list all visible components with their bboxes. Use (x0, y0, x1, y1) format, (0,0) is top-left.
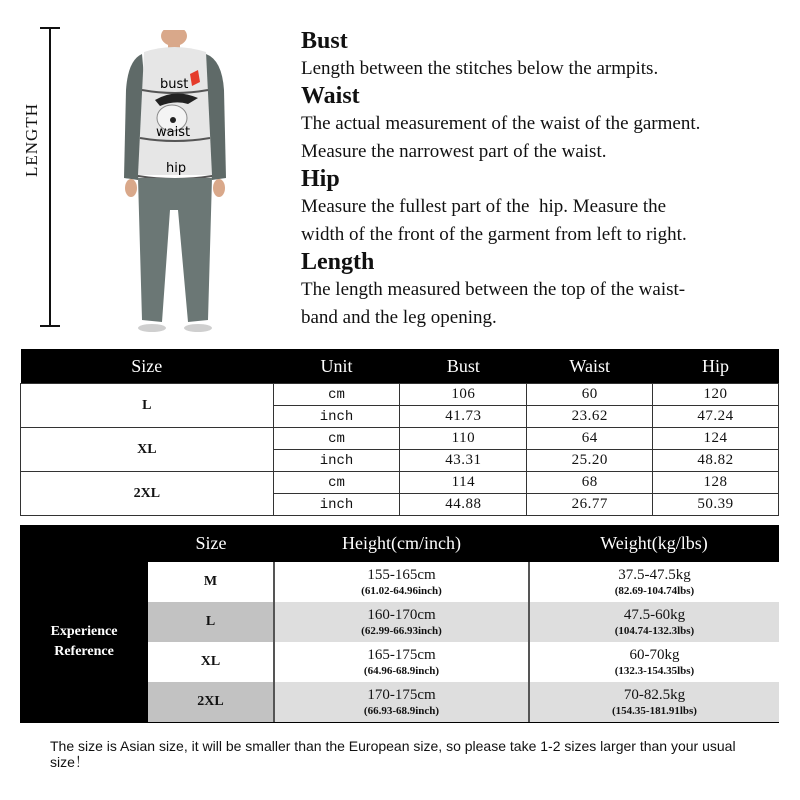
header-size: Size (148, 525, 274, 562)
weight-lbs: (154.35-181.91lbs) (612, 704, 697, 717)
size-cell: 2XL (21, 472, 274, 516)
definition-text: Length between the stitches below the armpits. (301, 58, 659, 79)
weight-lbs: (104.74-132.3lbs) (614, 624, 695, 637)
table-row (21, 428, 779, 450)
waist-label: waist (156, 125, 191, 140)
hip-cell: 47.24 (653, 406, 779, 428)
height-cell (274, 562, 529, 602)
table-row (20, 562, 779, 602)
definition-title: Hip (301, 166, 340, 192)
definition-title: Waist (301, 83, 360, 109)
height-cm: 170-175cm (367, 686, 436, 703)
header-bust: Bust (400, 349, 527, 384)
bust-cell: 43.31 (400, 450, 527, 472)
header-hip: Hip (653, 349, 779, 384)
table-row (21, 384, 779, 406)
unit-cell: inch (273, 494, 400, 516)
definition-text: Measure the fullest part of the hip. Measure the (301, 196, 667, 217)
hip-cell: 50.39 (653, 494, 779, 516)
definition-bust (301, 28, 796, 83)
definition-title: Bust (301, 28, 348, 54)
size-cell: L (21, 384, 274, 428)
definition-text: Measure the narrowest part of the waist. (301, 141, 607, 162)
waist-cell: 26.77 (527, 494, 653, 516)
bust-cell: 44.88 (400, 494, 527, 516)
definition-hip (301, 166, 796, 249)
hip-cell: 120 (653, 384, 779, 406)
size-cell: M (148, 562, 274, 602)
table-row (21, 472, 779, 494)
waist-cell: 60 (527, 384, 653, 406)
height-cell (274, 642, 529, 682)
unit-cell: cm (273, 428, 400, 450)
weight-cell (529, 562, 779, 602)
waist-cell: 68 (527, 472, 653, 494)
header-height: Height(cm/inch) (274, 525, 529, 562)
height-cm: 165-175cm (367, 646, 436, 663)
header-blank (20, 525, 148, 562)
waist-cell: 64 (527, 428, 653, 450)
waist-cell: 25.20 (527, 450, 653, 472)
height-inch: (61.02-64.96inch) (361, 584, 442, 597)
header-weight: Weight(kg/lbs) (529, 525, 779, 562)
hip-cell: 128 (653, 472, 779, 494)
bust-label: bust (160, 77, 189, 92)
size-cell: XL (148, 642, 274, 682)
definition-text: The length measured between the top of the waist- (301, 279, 686, 300)
experience-label-line1: Experience (50, 624, 118, 639)
height-cm: 155-165cm (367, 566, 436, 583)
bust-cell: 106 (400, 384, 527, 406)
size-chart-table (20, 349, 779, 516)
weight-kg: 60-70kg (629, 646, 680, 663)
hip-cell: 124 (653, 428, 779, 450)
model-illustration (120, 30, 230, 335)
hip-label: hip (166, 161, 187, 176)
weight-lbs: (82.69-104.74lbs) (614, 584, 695, 597)
length-indicator (40, 27, 60, 327)
experience-reference-label (20, 562, 148, 722)
definition-waist (301, 83, 796, 166)
definition-text: width of the front of the garment from left to right. (301, 224, 687, 245)
bust-cell: 110 (400, 428, 527, 450)
height-cm: 160-170cm (367, 606, 436, 623)
size-chart-header (21, 349, 779, 384)
weight-cell (529, 602, 779, 642)
length-label: LENGTH (22, 103, 41, 177)
height-cell (274, 602, 529, 642)
header-size: Size (21, 349, 274, 384)
bust-cell: 114 (400, 472, 527, 494)
hip-cell: 48.82 (653, 450, 779, 472)
weight-lbs: (132.3-154.35lbs) (614, 664, 695, 677)
experience-reference-section (20, 525, 779, 723)
weight-kg: 47.5-60kg (623, 606, 686, 623)
size-cell: 2XL (148, 682, 274, 722)
length-stem (49, 27, 51, 327)
unit-cell: cm (273, 472, 400, 494)
unit-cell: inch (273, 450, 400, 472)
measurement-definitions (301, 28, 796, 332)
weight-kg: 70-82.5kg (623, 686, 686, 703)
bust-cell: 41.73 (400, 406, 527, 428)
size-cell: L (148, 602, 274, 642)
header-unit: Unit (273, 349, 400, 384)
height-cell (274, 682, 529, 722)
header-waist: Waist (527, 349, 653, 384)
experience-reference-table (20, 525, 779, 722)
weight-cell (529, 642, 779, 682)
definition-text: band and the leg opening. (301, 307, 497, 328)
height-inch: (62.99-66.93inch) (361, 624, 442, 637)
unit-cell: inch (273, 406, 400, 428)
definition-length (301, 249, 796, 332)
waist-cell: 23.62 (527, 406, 653, 428)
length-cap-bottom (40, 325, 60, 327)
height-inch: (64.96-68.9inch) (363, 664, 440, 677)
size-note: The size is Asian size, it will be smaller than the European size, so please take 1-2 sizes larger than your usual size！ (50, 738, 736, 770)
definition-title: Length (301, 249, 375, 275)
definition-text: The actual measurement of the waist of the garment. (301, 113, 701, 134)
unit-cell: cm (273, 384, 400, 406)
weight-kg: 37.5-47.5kg (618, 566, 691, 583)
pants (138, 178, 212, 322)
height-inch: (66.93-68.9inch) (363, 704, 440, 717)
size-cell: XL (21, 428, 274, 472)
experience-label-line2: Reference (54, 644, 114, 659)
weight-cell (529, 682, 779, 722)
reference-header (20, 525, 779, 562)
